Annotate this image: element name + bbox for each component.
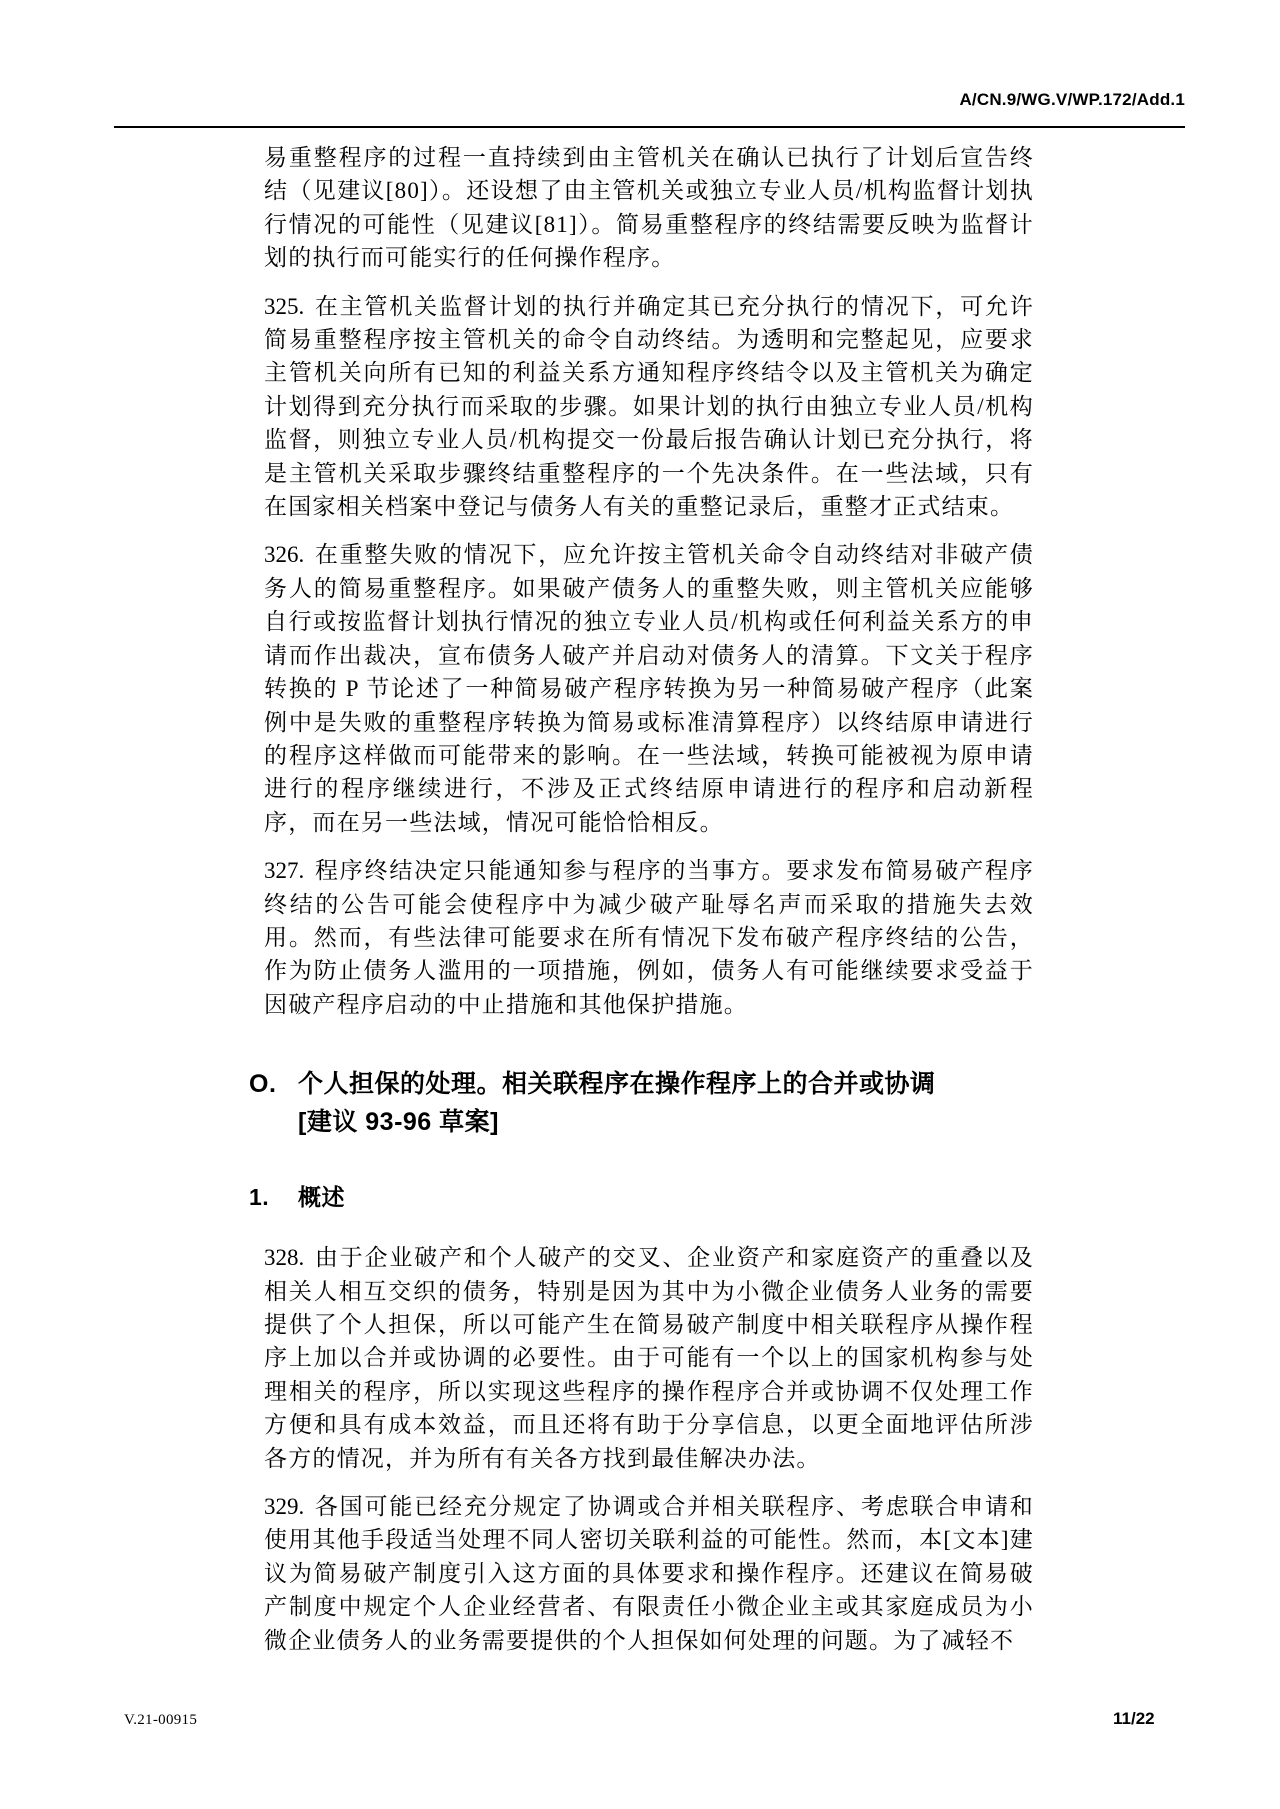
subsection-label: 1.	[249, 1184, 270, 1211]
paragraph-text: 易重整程序的过程一直持续到由主管机关在确认已执行了计划后宣告终结（见建议[80]）。还设想了由主管机关或独立专业人员/机构监督计划执行情况的可能性（见建议[81]）。简易重整程序的终结需要反映为监督计划的执行而可能实行的任何操作程序。	[264, 145, 1034, 271]
section-heading-text	[298, 1065, 1034, 1141]
section-heading-O	[249, 1065, 1034, 1141]
paragraph-text: 程序终结决定只能通知参与程序的当事方。要求发布简易破产程序终结的公告可能会使程序中为减少破产耻辱名声而采取的措施失去效用。然而，有些法律可能要求在所有情况下发布破产程序终结的公告，作为防止债务人滥用的一项措施，例如，债务人有可能继续要求受益于因破产程序启动的中止措施和其他保护措施。	[264, 858, 1034, 1017]
footer-document-code: V.21-00915	[124, 1712, 198, 1728]
paragraph-number: 327.	[264, 858, 305, 884]
paragraph-327	[264, 854, 1034, 1021]
document-body	[249, 141, 1034, 1672]
paragraph-text: 各国可能已经充分规定了协调或合并相关联程序、考虑联合申请和使用其他手段适当处理不同人密切关联利益的可能性。然而，本[文本]建议为简易破产制度引入这方面的具体要求和操作程序。还建议在简易破产制度中规定个人企业经营者、有限责任小微企业主或其家庭成员为小微企业债务人的业务需要提供的个人担保如何处理的问题。为了减轻不	[264, 1494, 1034, 1653]
paragraph-326	[264, 538, 1034, 839]
subsection-heading-1	[249, 1181, 1034, 1213]
paragraph-number: 326.	[264, 542, 305, 568]
paragraph-text: 由于企业破产和个人破产的交叉、企业资产和家庭资产的重叠以及相关人相互交织的债务，特别是因为其中为小微企业债务人业务的需要提供了个人担保，所以可能产生在简易破产制度中相关联程序从操作程序上加以合并或协调的必要性。由于可能有一个以上的国家机构参与处理相关的程序，所以实现这些程序的操作程序合并或协调不仅处理工作方便和具有成本效益，而且还将有助于分享信息，以更全面地评估所涉各方的情况，并为所有有关各方找到最佳解决办法。	[264, 1245, 1034, 1471]
subsection-title: 概述	[298, 1184, 345, 1211]
section-title: 个人担保的处理。相关联程序在操作程序上的合并或协调	[298, 1070, 936, 1099]
paragraph-number: 328.	[264, 1245, 305, 1271]
paragraph-text: 在重整失败的情况下，应允许按主管机关命令自动终结对非破产债务人的简易重整程序。如果破产债务人的重整失败，则主管机关应能够自行或按监督计划执行情况的独立专业人员/机构或任何利益关系方的申请而作出裁决，宣布债务人破产并启动对债务人的清算。下文关于程序转换的 P 节论述了一种简易破产程序转换为另一种简易破产程序（此案例中是失败的重整程序转换为简易或标准清算程序）以终结原申请进行的程序这样做而可能带来的影响。在一些法域，转换可能被视为原申请进行的程序继续进行，不涉及正式终结原申请进行的程序和启动新程序，而在另一些法域，情况可能恰恰相反。	[264, 542, 1034, 835]
paragraph-number: 325.	[264, 293, 305, 319]
paragraph-continuation	[264, 141, 1034, 275]
paragraph-number: 329.	[264, 1494, 305, 1519]
document-symbol: A/CN.9/WG.V/WP.172/Add.1	[959, 90, 1185, 109]
header-rule	[114, 126, 1185, 128]
footer-page-number: 11/22	[1113, 1709, 1155, 1728]
section-subtitle: [建议 93-96 草案]	[298, 1108, 499, 1137]
paragraph-328	[264, 1241, 1034, 1475]
paragraph-text: 在主管机关监督计划的执行并确定其已充分执行的情况下，可允许简易重整程序按主管机关的命令自动终结。为透明和完整起见，应要求主管机关向所有已知的利益关系方通知程序终结令以及主管机关为确定计划得到充分执行而采取的步骤。如果计划的执行由独立专业人员/机构监督，则独立专业人员/机构提交一份最后报告确认计划已充分执行，将是主管机关采取步骤终结重整程序的一个先决条件。在一些法域，只有在国家相关档案中登记与债务人有关的重整记录后，重整才正式结束。	[264, 293, 1034, 520]
section-label: O.	[249, 1070, 277, 1099]
paragraph-329	[264, 1490, 1034, 1657]
paragraph-325	[264, 290, 1034, 524]
